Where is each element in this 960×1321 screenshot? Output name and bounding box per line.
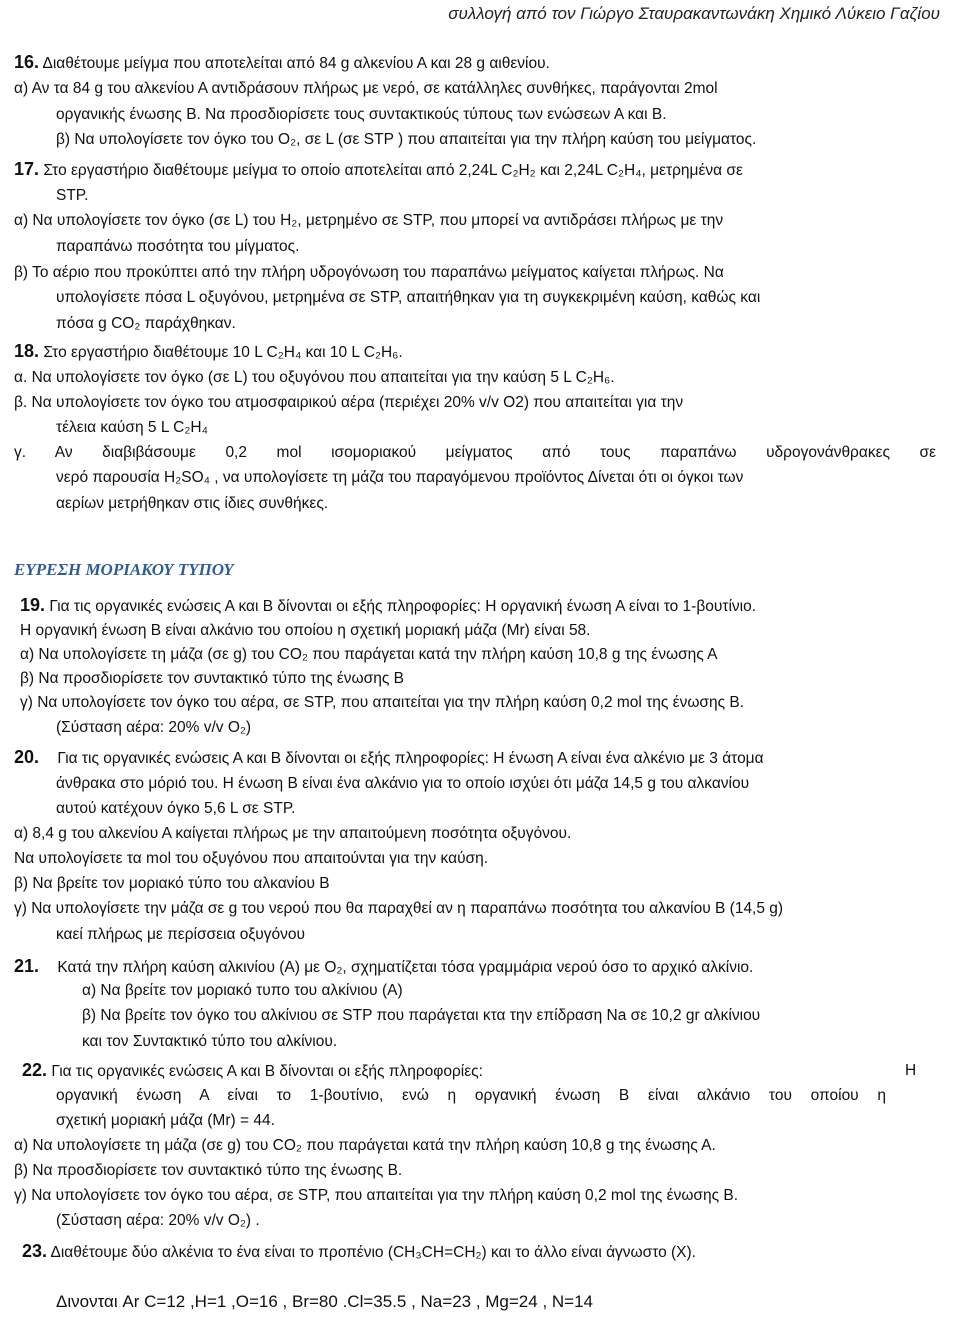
problem-number: 16. [14, 52, 40, 72]
problem-text: Κατά την πλήρη καύση αλκινίου (Α) με O₂, σχηματίζεται τόσα γραμμάρια νερού όσο το αρχικό αλκίνιο. [57, 959, 754, 976]
problem-20-line-2: άνθρακα στο μόριό του. Η ένωση Β είναι ένα αλκάνιο για το οποίο ισχύει ότι μάζα 14,5 g του αλκανίου [56, 775, 750, 792]
problem-17-line-5: β) Το αέριο που προκύπτει από την πλήρη υδρογόνωση του παραπάνω μείγματος καίγεται πλήρως. Να [14, 264, 724, 281]
problem-text: Διαθέτουμε δύο αλκένια το ένα είναι το προπένιο (CH₃CH=CH₂) και το άλλο είναι άγνωστο (Χ). [50, 1244, 696, 1261]
problem-22-line-3: σχετική μοριακή μάζα (Mr) = 44. [56, 1112, 275, 1129]
problem-16-line-4: β) Να υπολογίσετε τον όγκο του O₂, σε L (σε STP ) που απαιτείται για την πλήρη καύση του μείγματος. [56, 131, 757, 148]
problem-20-line-4: α) 8,4 g του αλκενίου Α καίγεται πλήρως με την απαιτούμενη ποσότητα οξυγόνου. [14, 825, 572, 842]
problem-number: 20. [14, 747, 40, 767]
problem-18-line-1 [14, 340, 403, 364]
problem-20-line-1 [14, 746, 764, 770]
section-title: ΕΥΡΕΣΗ ΜΟΡΙΑΚΟΥ ΤΥΠΟΥ [14, 560, 234, 579]
problem-text: Στο εργαστήριο διαθέτουμε 10 L C₂H₄ και 10 L C₂H₆. [43, 344, 403, 361]
problem-text: Διαθέτουμε μείγμα που αποτελείται από 84 g αλκενίου Α και 28 g αιθενίου. [42, 55, 550, 72]
problem-18-line-2: α. Να υπολογίσετε τον όγκο (σε L) του οξυγόνου που απαιτείται για την καύση 5 L C₂H₆. [14, 369, 615, 386]
problem-20-line-8: καεί πλήρως με περίσσεια οξυγόνου [56, 926, 305, 943]
problem-19-line-2: Η οργανική ένωση Β είναι αλκάνιο του οποίου η σχετική μοριακή μάζα (Mr) είναι 58. [20, 622, 591, 639]
problem-19-line-3: α) Να υπολογίσετε τη μάζα (σε g) του CO₂ που παράγεται κατά την πλήρη καύση 10,8 g της ένωσης Α [20, 646, 718, 663]
problem-20-line-7: γ) Να υπολογίσετε την μάζα σε g του νερού που θα παραχθεί αν η παραπάνω ποσότητα του αλκανίου Β (14,5 g) [14, 900, 784, 917]
problem-19-line-1 [20, 594, 756, 618]
problem-16-line-3: οργανικής ένωσης Β. Να προσδιορίσετε τους συντακτικούς τύπους των ενώσεων Α και Β. [56, 106, 667, 123]
problem-18-line-5: γ. Αν διαβιβάσουμε 0,2 mol ισομοριακού μείγματος από τους παραπάνω υδρογονάνθρακες σε [14, 444, 936, 461]
problem-20-line-6: β) Να βρείτε τον μοριακό τύπο του αλκανίου Β [14, 875, 330, 892]
problem-22-line-5: β) Να προσδιορίσετε τον συντακτικό τύπο της ένωσης Β. [14, 1162, 403, 1179]
problem-22-line-2: οργανική ένωση Α είναι το 1-βουτίνιο, ενώ η οργανική ένωση Β είναι αλκάνιο του οποίου η [56, 1087, 886, 1104]
problem-18-line-4: τέλεια καύση 5 L C₂H₄ [56, 419, 208, 436]
problem-number: 22. [22, 1060, 48, 1080]
problem-21-line-2: α) Να βρείτε τον μοριακό τυπο του αλκίνιου (Α) [82, 982, 403, 999]
problem-18-line-3: β. Να υπολογίσετε τον όγκο του ατμοσφαιρικού αέρα (περιέχει 20% v/v O2) που απαιτείται για την [14, 394, 684, 411]
problem-number: 18. [14, 341, 40, 361]
problem-21-line-3: β) Να βρείτε τον όγκο του αλκίνιου σε STP που παράγεται κτα την επίδραση Na σε 10,2 gr αλκίνιου [82, 1007, 761, 1024]
problem-17-line-3: α) Να υπολογίσετε τον όγκο (σε L) του H₂, μετρημένο σε STP, που μπορεί να αντιδράσει πλήρως με την [14, 212, 724, 229]
problem-18-line-7: αερίων μετρήθηκαν στις ίδιες συνθήκες. [56, 495, 329, 512]
problem-19-line-6: (Σύσταση αέρα: 20% v/v O₂) [56, 719, 252, 736]
problem-number: 17. [14, 159, 40, 179]
problem-17-line-1 [14, 158, 743, 182]
problem-text: Για τις οργανικές ενώσεις Α και Β δίνονται οι εξής πληροφορίες: [51, 1063, 483, 1080]
problem-17-line-4: παραπάνω ποσότητα του μίγματος. [56, 238, 300, 255]
problem-17-line-2: STP. [56, 187, 89, 204]
problem-number: 21. [14, 956, 40, 976]
problem-20-line-5: Να υπολογίσετε τα mol του οξυγόνου που απαιτούνται για την καύση. [14, 850, 489, 867]
problem-18-line-6: νερό παρουσία H₂SO₄ , να υπολογίσετε τη μάζα του παραγόμενου προϊόντος Δίνεται ότι οι όγκοι των [56, 469, 744, 486]
problem-20-line-3: αυτού κατέχουν όγκο 5,6 L σε STP. [56, 800, 296, 817]
problem-text: Για τις οργανικές ενώσεις Α και Β δίνονται οι εξής πληροφορίες: Η ένωση Α είναι ένα αλκένιο με 3 άτομα [57, 750, 764, 767]
problem-21-line-1 [14, 955, 753, 979]
problem-23-line-1 [22, 1240, 696, 1264]
problem-17-line-7: πόσα g CO₂ παράχθηκαν. [56, 315, 236, 332]
problem-21-line-4: και τον Συντακτικό τύπο του αλκίνιου. [82, 1033, 338, 1050]
problem-22-line-1-end: Η [905, 1062, 917, 1079]
problem-22-line-7: (Σύσταση αέρα: 20% v/v O₂) . [56, 1212, 260, 1229]
problem-19-line-4: β) Να προσδιορίσετε τον συντακτικό τύπο της ένωσης Β [20, 670, 404, 687]
problem-22-line-1 [22, 1059, 483, 1083]
problem-22-line-6: γ) Να υπολογίσετε τον όγκο του αέρα, σε STP, που απαιτείται για την πλήρη καύση 0,2 mol της ένωσης Β. [14, 1187, 739, 1204]
problem-number: 19. [20, 595, 46, 615]
page-header: συλλογή από τον Γιώργο Σταυρακαντωνάκη Χημικό Λύκειο Γαζίου [448, 4, 940, 23]
problem-number: 23. [22, 1241, 48, 1261]
problem-22-line-4: α) Να υπολογίσετε τη μάζα (σε g) του CO₂ που παράγεται κατά την πλήρη καύση 10,8 g της ένωσης Α. [14, 1137, 716, 1154]
problem-19-line-5: γ) Να υπολογίσετε τον όγκο του αέρα, σε STP, που απαιτείται για την πλήρη καύση 0,2 mol της ένωσης Β. [20, 694, 745, 711]
problem-16-line-1 [14, 51, 550, 75]
problem-text: Στο εργαστήριο διαθέτουμε μείγμα το οποίο αποτελείται από 2,24L C₂H₂ και 2,24L C₂H₄, μετρημένα σε [43, 162, 743, 179]
problem-17-line-6: υπολογίσετε πόσα L οξυγόνου, μετρημένα σε STP, απαιτήθηκαν για τη συγκεκριμένη καύση, καθώς και [56, 289, 761, 306]
problem-16-line-2: α) Αν τα 84 g του αλκενίου Α αντιδράσουν πλήρως με νερό, σε κατάλληλες συνθήκες, παράγονται 2mol [14, 80, 718, 97]
page-footer: Δινονται Ar C=12 ,H=1 ,O=16 , Br=80 .Cl=35.5 , Na=23 , Mg=24 , N=14 [56, 1292, 594, 1311]
problem-text: Για τις οργανικές ενώσεις Α και Β δίνονται οι εξής πληροφορίες: Η οργανική ένωση Α είναι το 1-βουτίνιο. [49, 598, 757, 615]
